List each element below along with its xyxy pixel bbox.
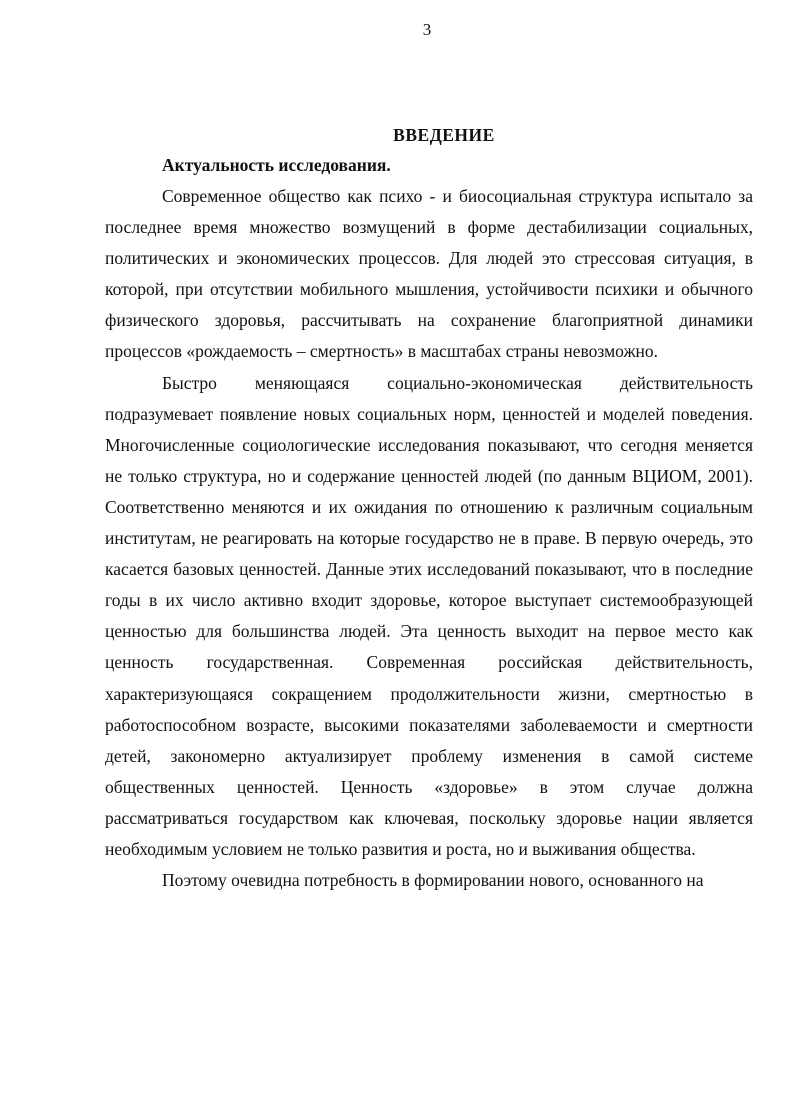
document-title: ВВЕДЕНИЕ [393,125,495,145]
section-heading: Актуальность исследования. [162,155,391,175]
paragraph-3: Поэтому очевидна потребность в формировании нового, основанного на [162,870,704,891]
paragraph-2: Быстро меняющаяся социально-экономическая действительность подразумевает появление новых социальных норм, ценностей и моделей поведения. Многочисленные социологические исследования показывают, что сегодня меняется не только структура, но и содержание ценностей людей (по данным ВЦИОМ, 2001). Соответственно меняются и их ожидания по отношению к различным социальным институтам, не реагировать на которые государство не в праве. В первую очередь, это касается базовых ценностей. Данные этих исследований показывают, что в последние годы в их число активно входит здоровье, которое выступает системообразующей ценностью для большинства людей. Эта ценность выходит на первое место как ценность государственная. Современная российская действительность, характеризующаяся сокращением продолжительности жизни, смертностью в работоспособном возрасте, высокими показателями заболеваемости и смертности детей, закономерно актуализирует проблему изменения в самой системе общественных ценностей. Ценность «здоровье» в этом случае должна рассматриваться государством как ключевая, поскольку здоровье нации является необходимым условием не только развития и роста, но и выживания общества. [105,372,753,859]
paragraph-1: Современное общество как психо - и биосоциальная структура испытало за последнее время множество возмущений в форме дестабилизации социальных, политических и экономических процессов. Для людей это стрессовая ситуация, в которой, при отсутствии мобильного мышления, устойчивости психики и обычного физического здоровья, рассчитывать на сохранение благоприятной динамики процессов «рождаемость – смертность» в масштабах страны невозможно. [105,186,753,362]
document-body [105,120,753,896]
page-number: 3 [422,20,432,39]
